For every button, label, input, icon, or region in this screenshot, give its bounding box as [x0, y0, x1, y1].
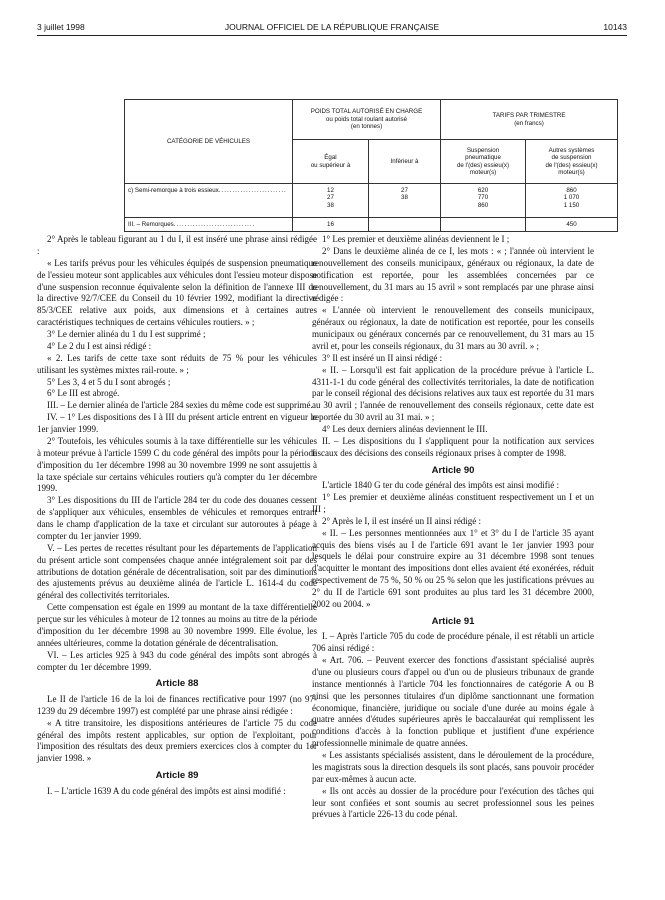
- header-page-number: 10143: [603, 22, 627, 32]
- article-heading: Article 89: [155, 770, 199, 782]
- paragraph: 3° Les dispositions du III de l'article 284 ter du code des douanes cessent de s'appliquer aux véhicules, ensembles de véhicules et remorques entrant dans le champ d'application de la taxe et circulant sur autoroutes à péage à compter du 1er janvier 1999.: [37, 495, 317, 541]
- paragraph: 2° Après le I, il est inséré un II ainsi rédigé :: [322, 515, 482, 526]
- paragraph: L'article 1840 G ter du code général des impôts est ainsi modifié :: [322, 480, 560, 491]
- paragraph: IV. – 1° Les dispositions des I à III du présent article entrent en vigueur le 1er janvier 1999.: [37, 412, 317, 434]
- tarif-table: [124, 99, 618, 232]
- cell-inferieur: [369, 218, 441, 232]
- paragraph: 2° Toutefois, les véhicules soumis à la taxe différentielle sur les véhicules à moteur prévue à l'article 1599 C du code général des impôts pour la période d'imposition du 1er décembre 1998 au 30 novembre 1999 ne sont assujettis à la taxe spéciale sur certains véhicules routiers qu'à compter du 1er décembre 1999.: [37, 435, 317, 494]
- article-heading: Article 91: [431, 615, 475, 627]
- cell-suspension: 620 770 860: [441, 184, 526, 218]
- paragraph: 5° Les 3, 4 et 5 du I sont abrogés ;: [47, 376, 171, 387]
- left-text-column: [37, 234, 317, 798]
- cell-egal: 16: [293, 218, 369, 232]
- article-heading: Article 88: [155, 678, 199, 690]
- paragraph: II. – Les dispositions du I s'appliquent pour la notification aux services fiscaux des décisions des conseils régionaux prises à compter de 1998.: [312, 435, 594, 458]
- paragraph: « II. – Les personnes mentionnées aux 1° et 3° du I de l'article 35 ayant acquis des biens visés au I de l'article 691 avant le 1er janvier 1993 pour lesquels le délai pour construire expire au 31 décembre 1998 sont tenues d'acquitter le montant des impositions dont elles avaient été exonérées, réduit respectivement de 75 %, 50 % ou 25 % selon que les justifications prévues au 2° du II de l'article 691 sont produites au plus tard les 31 décembre 2000, 2002 ou 2004. »: [312, 527, 594, 609]
- leader-dots: .........................: [218, 187, 287, 194]
- cell-inferieur: 27 38: [369, 184, 441, 218]
- paragraph: 2° Dans le deuxième alinéa de ce I, les mots : « ; l'année où intervient le renouvellement des conseils municipaux, généraux ou régionaux, la date de notification est reportée, pour les assemblées concernées par ce renouvellement, du 31 mars au 15 avril » sont remplacés par une phrase ainsi rédigée :: [312, 245, 594, 304]
- row-label: c) Semi-remorque à trois essieux: [128, 187, 219, 194]
- article-heading: Article 90: [431, 464, 475, 476]
- paragraph: 2° Après le tableau figurant au 1 du I, il est inséré une phrase ainsi rédigée :: [37, 234, 317, 256]
- right-text-column: [312, 234, 594, 821]
- paragraph: I. – L'article 1639 A du code général des impôts est ainsi modifié :: [47, 785, 286, 796]
- paragraph: « Les tarifs prévus pour les véhicules équipés de suspension pneumatique de l'essieu moteur sont applicables aux véhicules dont l'essieu moteur dispose d'une suspension reconnue équivalente selon la définition de l'annexe III de la directive 92/7/CEE du Conseil du 10 février 1992, modifiant la directive 85/3/CEE relative aux poids, aux dimensions et à certaines autres caractéristiques techniques de certains véhicules routiers. » ;: [37, 257, 317, 328]
- table-row: [125, 218, 618, 232]
- cell-autres: 450: [526, 218, 618, 232]
- row-label: III. – Remorques: [128, 220, 174, 228]
- paragraph: 1° Les premier et deuxième alinéas deviennent le I ;: [322, 234, 510, 244]
- paragraph: « Ils ont accès au dossier de la procédure pour l'exécution des tâches qui leur sont confiées et sont soumis au secret professionnel sous les peines prévues à l'article 226-13 du code pénal.: [312, 785, 594, 820]
- paragraph: 4° Les deux derniers alinéas deviennent le III.: [322, 424, 488, 434]
- paragraph: « II. – Lorsqu'il est fait application de la procédure prévue à l'article L. 4311-1-1 du code général des collectivités territoriales, la date de notification par le conseil régional des décisions relatives aux taux est reportée du 31 mars au 30 avril ; l'année de renouvellement des conseils régionaux, cette date est reportée du 30 avril au 31 mai. » ;: [312, 364, 594, 423]
- cell-suspension: [441, 218, 526, 232]
- paragraph: VI. – Les articles 925 à 943 du code général des impôts sont abrogés à compter du 1er décembre 1999.: [37, 649, 317, 672]
- suspension-header: Suspension pneumatique de l'(des) essieu(x) moteur(s): [441, 140, 526, 184]
- paragraph: 1° Les premier et deuxième alinéas constituent respectivement un I et un III ;: [312, 492, 594, 514]
- tarifs-header: TARIFS PAR TRIMESTRE (en francs): [441, 100, 618, 140]
- cell-egal: 12 27 38: [293, 184, 369, 218]
- egal-header: Égal ou supérieur à: [293, 140, 369, 184]
- poids-header: POIDS TOTAL AUTORISÉ EN CHARGE ou poids total roulant autorisé (en tonnes): [293, 100, 441, 140]
- paragraph: 6° Le III est abrogé.: [47, 388, 120, 399]
- header-journal-title: JOURNAL OFFICIEL DE LA RÉPUBLIQUE FRANÇAISE: [224, 22, 440, 32]
- paragraph: 4° Le 2 du I est ainsi rédigé :: [47, 340, 152, 351]
- paragraph: « 2. Les tarifs de cette taxe sont réduits de 75 % pour les véhicules utilisant les systèmes mixtes rail-route. » ;: [37, 352, 317, 375]
- paragraph: Le II de l'article 16 de la loi de finances rectificative pour 1997 (no 97-1239 du 29 décembre 1997) est complété par une phrase ainsi rédigée :: [37, 693, 317, 716]
- cell-autres: 860 1 070 1 150: [526, 184, 618, 218]
- autres-header: Autres systèmes de suspension de l'(des) essieu(x) moteur(s): [526, 140, 618, 184]
- paragraph: « A titre transitoire, les dispositions antérieures de l'article 75 du code général des impôts restent applicables, sur option de l'exploitant, pour l'imposition des résultats des deux premiers exercices clos à compter du 1er janvier 1998. »: [37, 717, 317, 764]
- paragraph: 3° Il est inséré un II ainsi rédigé :: [322, 352, 443, 363]
- paragraph: « L'année où intervient le renouvellement des conseils municipaux, généraux ou régionaux, la date de notification est reportée, pour les conseils municipaux ou généraux concernés par ce renouvellement, du 31 mars au 15 avril et, pour les conseils régionaux, du 31 mars au 30 avril. » ;: [312, 305, 594, 351]
- paragraph: I. – Après l'article 705 du code de procédure pénale, il est rétabli un article 706 ainsi rédigé :: [312, 631, 594, 654]
- paragraph: « Art. 706. – Peuvent exercer des fonctions d'assistant spécialisé auprès d'une ou plusieurs cours d'appel ou d'un ou de plusieurs tribunaux de grande instance mentionnés à l'article 704 les fonctionnaires de catégorie A ou B ainsi que les personnes titulaires d'un diplôme sanctionnant une formation économique, financière, juridique ou sociale d'une durée au moins égale à quatre années d'études supérieures après le baccalauréat qui remplissent les conditions d'accès à la fonction publique et justifient d'une expérience professionnelle minimale de quatre années.: [312, 655, 594, 749]
- paragraph: V. – Les pertes de recettes résultant pour les départements de l'application du présent article sont compensées chaque année intégralement soit par des attributions de dotation générale de décentralisation, soit par des diminutions des ajustements prévus au deuxième alinéa de l'article L. 1614-4 du code général des collectivités territoriales.: [37, 542, 317, 601]
- table-row: [125, 184, 618, 218]
- paragraph: « Les assistants spécialisés assistent, dans le déroulement de la procédure, les magistrats sous la direction desquels ils sont placés, sans pouvoir procéder par eux-mêmes à aucun acte.: [312, 750, 594, 784]
- inferieur-header: Inférieur à: [369, 140, 441, 184]
- leader-dots: ..............................: [173, 220, 256, 228]
- paragraph: III. – Le dernier alinéa de l'article 284 sexies du même code est supprimé.: [47, 400, 313, 411]
- header-rule: [37, 35, 627, 36]
- paragraph: Cette compensation est égale en 1999 au montant de la taxe différentielle perçue sur les véhicules à moteur de 12 tonnes au moins au titre de la période d'imposition du 1er décembre 1998 au 30 novembre 1999. Elle évolue, les années ultérieures, comme la dotation générale de décentralisation.: [37, 602, 317, 648]
- page-header: [37, 22, 627, 36]
- category-header: CATÉGORIE DE VÉHICULES: [125, 100, 293, 184]
- paragraph: 3° Le dernier alinéa du 1 du I est supprimé ;: [47, 329, 206, 339]
- header-date: 3 juillet 1998: [37, 22, 85, 32]
